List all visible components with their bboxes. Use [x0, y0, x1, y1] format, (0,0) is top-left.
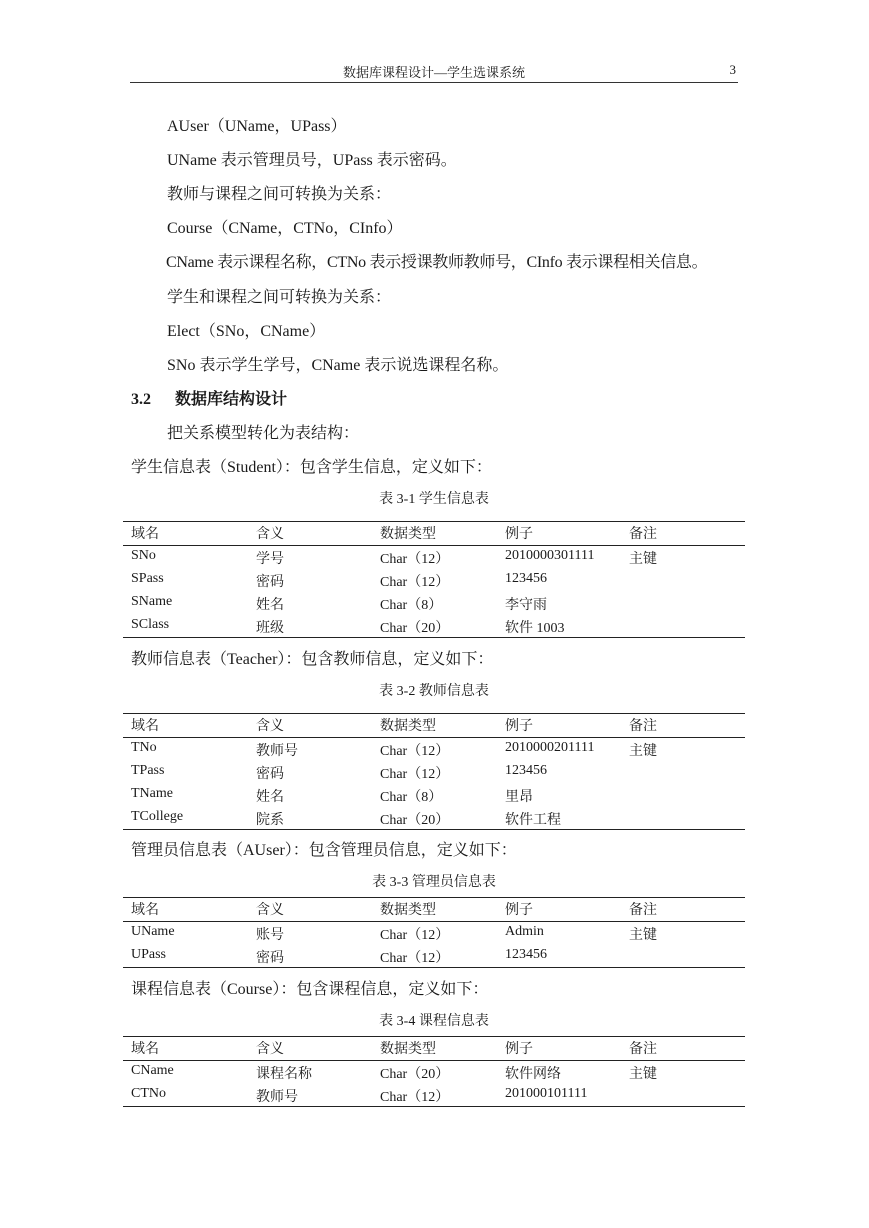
table-header-cell: 含义 — [256, 1042, 284, 1057]
table-header-cell: 备注 — [629, 719, 657, 734]
table-bottom-rule — [123, 967, 745, 968]
table-intro: 学生信息表（Student）：包含学生信息，定义如下： — [131, 459, 492, 476]
table-cell: 课程名称 — [256, 1067, 312, 1082]
table-cell: 123456 — [505, 571, 547, 586]
table-cell: Char（12） — [380, 744, 450, 759]
paragraph-relation-course: Course（CName，CTNo，CInfo） — [167, 220, 403, 237]
table-cell: Char（20） — [380, 1067, 450, 1082]
table-cell: 2010000301111 — [505, 548, 595, 563]
table-cell: Char（20） — [380, 813, 450, 828]
table-cell: 密码 — [256, 767, 284, 782]
page-header — [130, 62, 738, 83]
table-cell: 主键 — [629, 552, 657, 567]
table-cell: 主键 — [629, 1067, 657, 1082]
table-cell: 姓名 — [256, 790, 284, 805]
data-table — [123, 713, 745, 830]
table-header-cell: 域名 — [131, 527, 159, 542]
section-heading — [131, 386, 287, 409]
table-header-cell: 含义 — [256, 903, 284, 918]
table-header-rule — [123, 1060, 745, 1061]
table-cell: Char（8） — [380, 598, 443, 613]
table-cell: CName — [131, 1063, 174, 1078]
paragraph-student-course: 学生和课程之间可转换为关系： — [167, 289, 392, 306]
table-cell: 123456 — [505, 947, 547, 962]
table-cell: SNo — [131, 548, 156, 563]
table-header-cell: 例子 — [505, 903, 533, 918]
paragraph-elect-desc: SNo 表示学生学号，CName 表示说选课程名称。 — [167, 357, 509, 374]
table-bottom-rule — [123, 637, 745, 638]
table-cell: Char（20） — [380, 621, 450, 636]
table-header-cell: 数据类型 — [380, 527, 436, 542]
table-header-cell: 含义 — [256, 527, 284, 542]
table-cell: 软件网络 — [505, 1067, 561, 1082]
table-cell: 姓名 — [256, 598, 284, 613]
table-header-cell: 数据类型 — [380, 1042, 436, 1057]
table-cell: SPass — [131, 571, 164, 586]
table-header-cell: 例子 — [505, 1042, 533, 1057]
table-cell: 教师号 — [256, 744, 298, 759]
table-cell: 密码 — [256, 951, 284, 966]
table-cell: 教师号 — [256, 1090, 298, 1105]
table-header-cell: 域名 — [131, 903, 159, 918]
table-cell: 密码 — [256, 575, 284, 590]
table-header-cell: 备注 — [629, 1042, 657, 1057]
table-cell: 主键 — [629, 928, 657, 943]
table-header-rule — [123, 921, 745, 922]
table-header-cell: 备注 — [629, 903, 657, 918]
table-cell: 2010000201111 — [505, 740, 595, 755]
table-top-rule — [123, 1036, 745, 1037]
table-cell: 里昂 — [505, 790, 533, 805]
table-header-cell: 域名 — [131, 1042, 159, 1057]
table-cell: 201000101111 — [505, 1086, 588, 1101]
table-cell: Char（12） — [380, 552, 450, 567]
table-intro: 课程信息表（Course）：包含课程信息，定义如下： — [131, 981, 489, 998]
table-bottom-rule — [123, 1106, 745, 1107]
section-intro: 把关系模型转化为表结构： — [167, 425, 360, 442]
table-cell: 主键 — [629, 744, 657, 759]
table-header-cell: 例子 — [505, 719, 533, 734]
header-title: 数据库课程设计—学生选课系统 — [342, 65, 525, 80]
data-table — [123, 1036, 745, 1107]
table-header-cell: 例子 — [505, 527, 533, 542]
table-cell: Char（12） — [380, 928, 450, 943]
table-cell: 院系 — [256, 813, 284, 828]
paragraph-course-desc: CName 表示课程名称，CTNo 表示授课教师教师号，CInfo 表示课程相关信息。 — [166, 254, 708, 271]
table-bottom-rule — [123, 829, 745, 830]
table-header-rule — [123, 737, 745, 738]
table-intro: 管理员信息表（AUser）：包含管理员信息，定义如下： — [131, 842, 517, 859]
table-cell: Char（8） — [380, 790, 443, 805]
table-caption: 表 3-3 管理员信息表 — [372, 875, 496, 890]
paragraph-teacher-course: 教师与课程之间可转换为关系： — [167, 186, 392, 203]
table-cell: Char（12） — [380, 951, 450, 966]
table-cell: TPass — [131, 763, 165, 778]
section-title: 数据库结构设计 — [175, 391, 288, 408]
table-header-rule — [123, 545, 745, 546]
table-top-rule — [123, 897, 745, 898]
data-table — [123, 897, 745, 968]
table-top-rule — [123, 521, 745, 522]
table-header-cell: 含义 — [256, 719, 284, 734]
table-cell: Char（12） — [380, 767, 450, 782]
table-cell: TNo — [131, 740, 157, 755]
page-number: 3 — [729, 62, 736, 77]
paragraph-auser-desc: UName 表示管理员号，UPass 表示密码。 — [167, 152, 457, 169]
table-cell: 软件工程 — [505, 813, 561, 828]
table-cell: TName — [131, 786, 173, 801]
table-cell: Char（12） — [380, 1090, 450, 1105]
table-header-cell: 数据类型 — [380, 719, 436, 734]
table-intro: 教师信息表（Teacher）：包含教师信息，定义如下： — [131, 651, 494, 668]
table-cell: Char（12） — [380, 575, 450, 590]
table-cell: UName — [131, 924, 175, 939]
table-header-cell: 数据类型 — [380, 903, 436, 918]
table-header-cell: 域名 — [131, 719, 159, 734]
table-cell: CTNo — [131, 1086, 166, 1101]
data-table — [123, 521, 745, 638]
table-cell: 班级 — [256, 621, 284, 636]
paragraph-relation-elect: Elect（SNo，CName） — [167, 323, 326, 340]
table-cell: 学号 — [256, 552, 284, 567]
table-cell: Admin — [505, 924, 544, 939]
table-cell: 账号 — [256, 928, 284, 943]
table-caption: 表 3-2 教师信息表 — [379, 684, 489, 699]
table-cell: 李守雨 — [505, 598, 547, 613]
table-cell: 软件 1003 — [505, 621, 565, 636]
table-top-rule — [123, 713, 745, 714]
table-cell: 123456 — [505, 763, 547, 778]
table-cell: UPass — [131, 947, 167, 962]
table-cell: SName — [131, 594, 173, 609]
section-number: 3.2 — [131, 391, 151, 408]
table-header-cell: 备注 — [629, 527, 657, 542]
table-cell: SClass — [131, 617, 170, 632]
table-cell: TCollege — [131, 809, 184, 824]
table-caption: 表 3-4 课程信息表 — [379, 1014, 489, 1029]
table-caption: 表 3-1 学生信息表 — [379, 492, 489, 507]
paragraph-relation-auser: AUser（UName，UPass） — [167, 118, 347, 135]
